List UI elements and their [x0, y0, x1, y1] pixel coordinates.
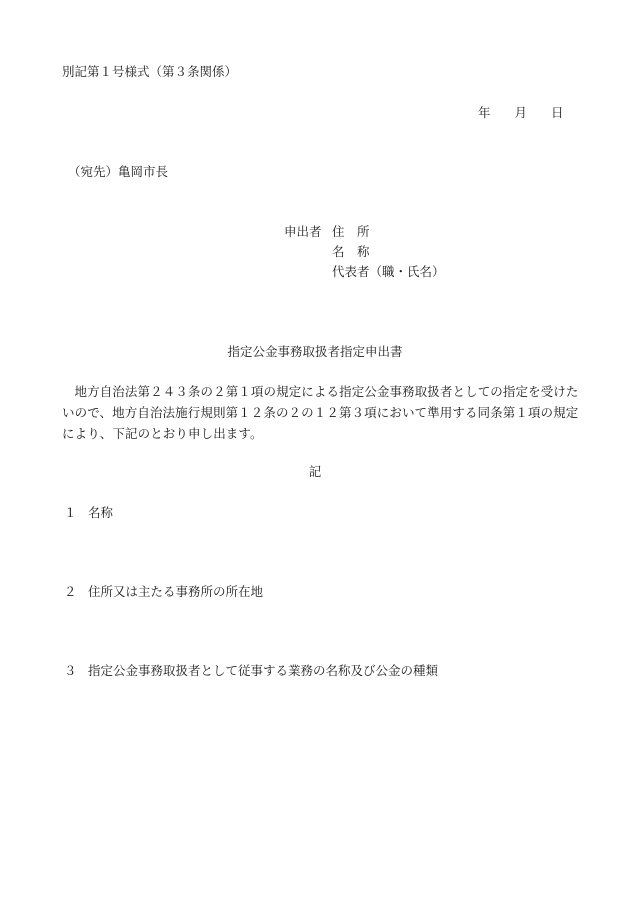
- list-item: [64, 586, 263, 599]
- list-item: [64, 665, 438, 678]
- applicant-representative-row: [284, 266, 445, 286]
- applicant-representative-label: 代表者（職・氏名）: [332, 264, 445, 279]
- form-label: 別記第１号様式（第３条関係）: [62, 64, 238, 79]
- list-item-label: 指定公金事務取扱者として従事する業務の名称及び公金の種類: [88, 663, 439, 678]
- list-item-number: １: [64, 505, 77, 520]
- applicant-address-row: [284, 226, 445, 246]
- applicant-name-label: 名 称: [332, 244, 370, 259]
- body-paragraph: 地方自治法第２４３条の２第１項の規定による指定公金事務取扱者としての指定を受けたいので、地方自治法施行規則第１２条の２の１２第３項において準用する同条第１項の規定により、下記のとおり申し出ます。: [62, 384, 579, 441]
- document-title: 指定公金事務取扱者指定申出書: [227, 344, 403, 359]
- ki-heading: 記: [308, 464, 322, 479]
- list-item-number: ２: [64, 584, 77, 599]
- list-item: [64, 507, 113, 520]
- date-line: [478, 107, 564, 120]
- applicant-address-label: 住 所: [332, 224, 370, 239]
- date-month-label: 月: [514, 105, 528, 120]
- list-item-label: 名称: [88, 505, 114, 520]
- list-item-label: 住所又は主たる事務所の所在地: [88, 584, 264, 599]
- addressee: （宛先）亀岡市長: [68, 164, 169, 179]
- list-item-number: ３: [64, 663, 77, 678]
- applicant-heading: 申出者: [284, 224, 322, 239]
- date-day-label: 日: [551, 105, 564, 120]
- applicant-name-row: [284, 246, 445, 266]
- applicant-block: [284, 226, 445, 286]
- date-year-label: 年: [478, 105, 491, 120]
